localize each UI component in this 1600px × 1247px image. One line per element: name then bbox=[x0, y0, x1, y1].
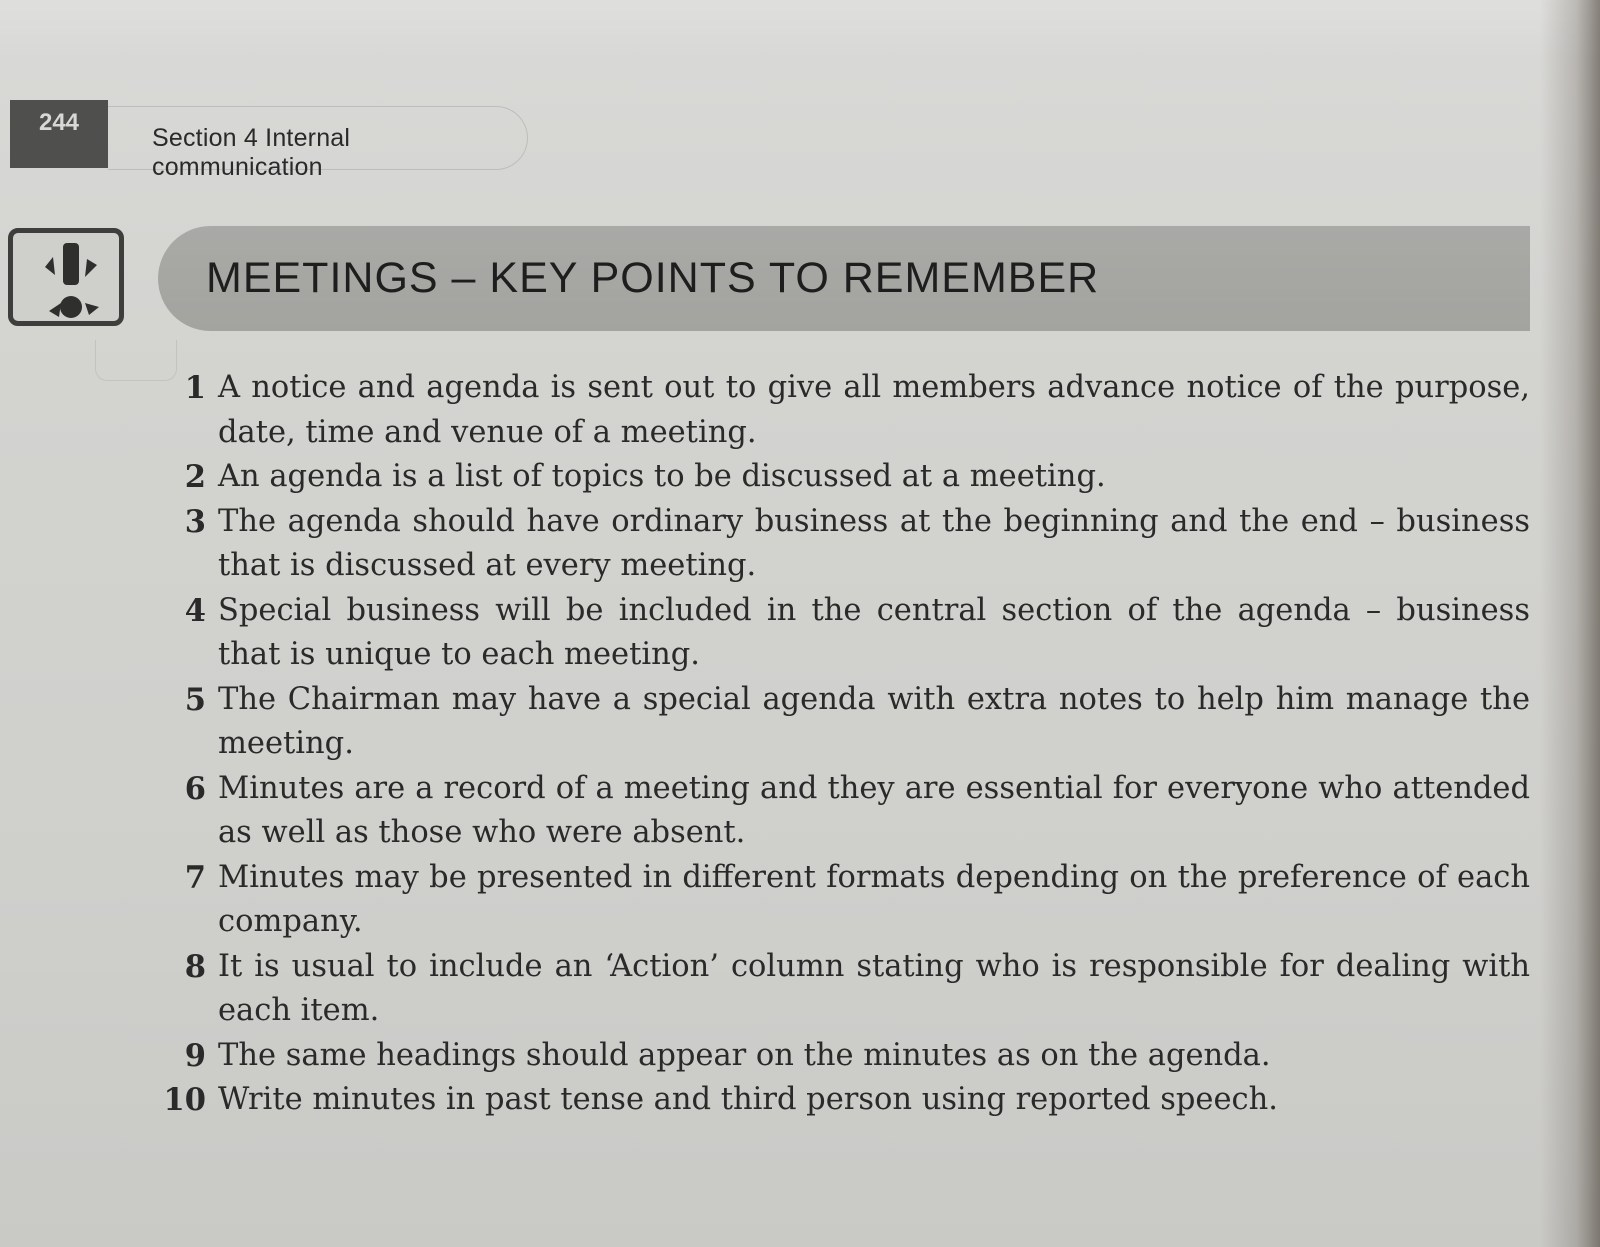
list-item bbox=[160, 1034, 1540, 1079]
exclamation-dot-icon bbox=[60, 296, 82, 318]
foot-right-icon bbox=[85, 303, 99, 315]
item-number: 10 bbox=[163, 1082, 206, 1118]
item-text: The same headings should appear on the minutes as on the agenda. bbox=[218, 1037, 1271, 1073]
item-number: 5 bbox=[184, 681, 206, 718]
list-item bbox=[160, 945, 1540, 1034]
page-number: 244 bbox=[10, 100, 108, 168]
item-text: A notice and agenda is sent out to give all members advance notice of the purpose, date, time and venue of a meeting. bbox=[218, 370, 1530, 450]
list-item bbox=[160, 366, 1540, 455]
item-number: 6 bbox=[184, 770, 206, 807]
key-points-icon bbox=[8, 228, 124, 326]
item-text: Minutes may be presented in different formats depending on the preference of each company. bbox=[218, 859, 1530, 939]
item-text: An agenda is a list of topics to be discussed at a meeting. bbox=[218, 459, 1106, 494]
item-text: Minutes are a record of a meeting and they are essential for everyone who attended as well as those who were absent. bbox=[218, 770, 1530, 850]
item-number: 8 bbox=[184, 948, 206, 985]
hand-right-icon bbox=[85, 259, 97, 277]
key-points-list bbox=[160, 366, 1540, 1123]
item-number: 4 bbox=[184, 592, 206, 629]
item-number: 3 bbox=[184, 503, 206, 540]
item-text: The Chairman may have a special agenda with extra notes to help him manage the meeting. bbox=[218, 681, 1530, 761]
item-number: 2 bbox=[184, 459, 206, 495]
item-text: Special business will be included in the central section of the agenda – business that is unique to each meeting. bbox=[218, 592, 1530, 672]
list-item bbox=[160, 455, 1540, 500]
item-text: Write minutes in past tense and third person using reported speech. bbox=[218, 1082, 1278, 1117]
item-text: The agenda should have ordinary business at the beginning and the end – business that is discussed at every meeting. bbox=[218, 503, 1530, 583]
running-head bbox=[10, 100, 525, 181]
page-gutter-shadow bbox=[1540, 0, 1600, 1247]
hand-left-icon bbox=[45, 257, 55, 275]
list-item bbox=[160, 678, 1540, 767]
item-text: It is usual to include an ‘Action’ column stating who is responsible for dealing with each item. bbox=[218, 948, 1530, 1028]
list-item bbox=[160, 767, 1540, 856]
foot-left-icon bbox=[49, 303, 61, 317]
exclamation-bar-icon bbox=[63, 243, 79, 285]
item-number: 7 bbox=[184, 859, 206, 896]
list-item bbox=[160, 1078, 1540, 1123]
page-shadow-top bbox=[0, 0, 1600, 60]
list-item bbox=[160, 589, 1540, 678]
page-title: MEETINGS – KEY POINTS TO REMEMBER bbox=[206, 254, 1100, 302]
item-number: 9 bbox=[184, 1037, 206, 1074]
list-item bbox=[160, 500, 1540, 589]
title-banner bbox=[158, 226, 1530, 331]
list-item bbox=[160, 856, 1540, 945]
section-label: Section 4 Internal communication bbox=[152, 124, 351, 181]
item-number: 1 bbox=[184, 370, 206, 406]
exclamation-person-icon bbox=[27, 237, 107, 321]
